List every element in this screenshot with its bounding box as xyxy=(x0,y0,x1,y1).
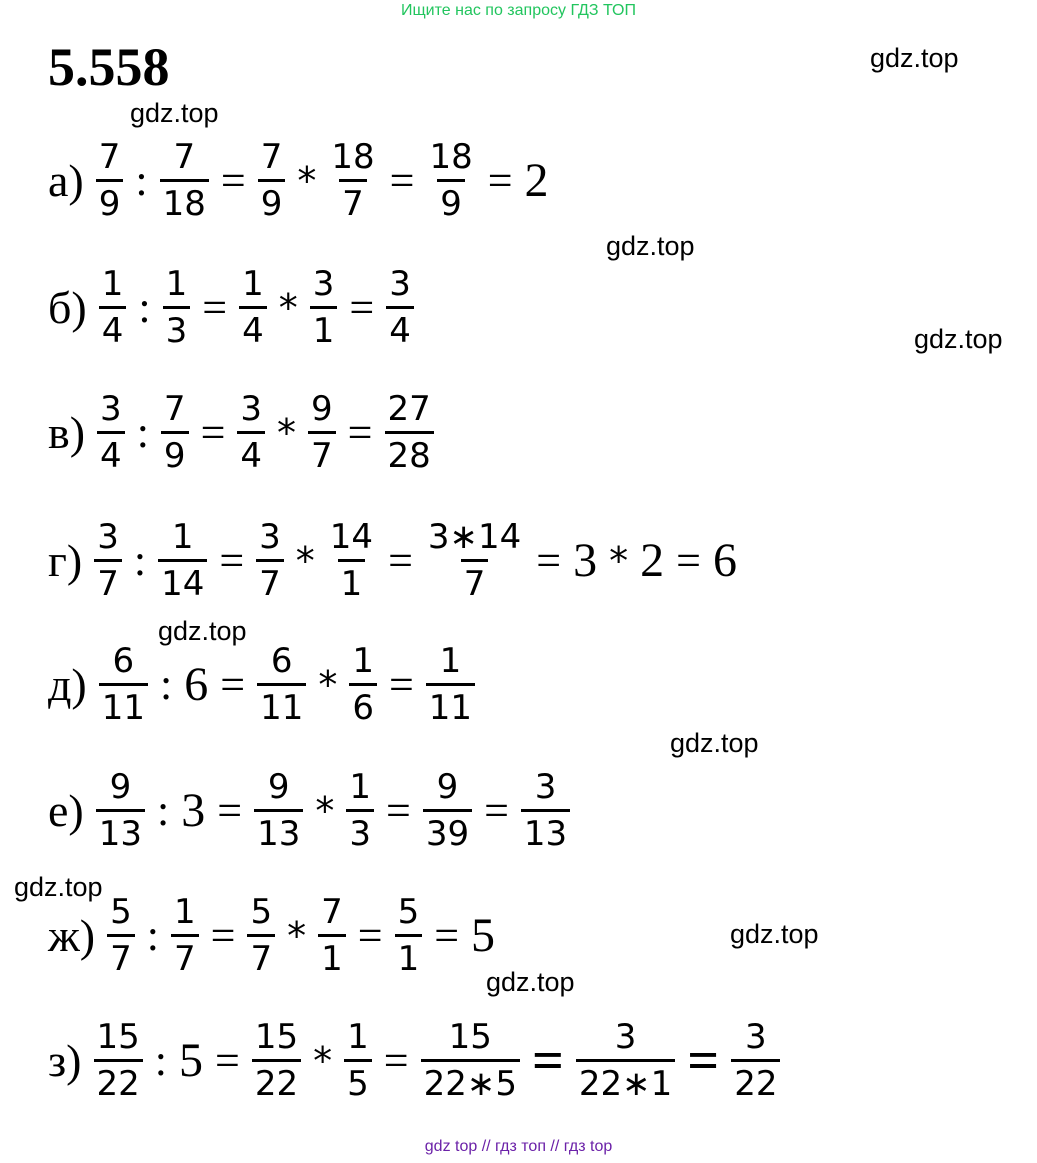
equation-label: ж) xyxy=(48,909,96,961)
equation-g xyxy=(48,518,741,603)
colon-sign: : xyxy=(138,282,151,332)
equation-z xyxy=(48,1018,784,1103)
equation-e xyxy=(48,768,574,853)
fraction: $\frac{15}{22}$ xyxy=(252,1018,301,1103)
equals-sign: = xyxy=(536,535,562,585)
equals-sign: = xyxy=(676,535,701,585)
fraction: $\frac{1}{4}$ xyxy=(99,265,127,350)
equation-label: б) xyxy=(48,281,87,333)
fraction: $\frac{18}{7}$ xyxy=(331,137,375,225)
equals-sign: = xyxy=(357,910,383,960)
fraction: $\frac{1}{6}$ xyxy=(349,642,377,727)
equals-sign: = xyxy=(383,1035,409,1085)
exercise-number: 5.558 xyxy=(48,37,170,97)
equals-sign: = xyxy=(389,155,415,205)
fraction: $\frac{7}{9}$ xyxy=(258,138,286,223)
fraction: $\frac{7}{9}$ xyxy=(161,390,189,475)
equals-sign: = xyxy=(210,910,236,960)
result-value: 2 xyxy=(524,153,549,207)
fraction: $\frac{1}{3}$ xyxy=(346,768,374,853)
multiply-sign: * xyxy=(277,410,297,455)
fraction: $\frac{3}{4}$ xyxy=(97,390,125,475)
fraction: $\frac{9}{13}$ xyxy=(96,768,145,853)
multiply-sign: * xyxy=(313,1038,333,1083)
fraction: $\frac{3}{7}$ xyxy=(256,518,284,603)
equals-sign: = xyxy=(347,407,373,457)
equals-sign: = xyxy=(217,785,243,835)
equals-sign: = xyxy=(215,1035,240,1085)
fraction: $\frac{1}{7}$ xyxy=(171,893,199,978)
equation-label: е) xyxy=(48,784,84,836)
equals-sign: = xyxy=(434,910,460,960)
fraction: $\frac{6}{11}$ xyxy=(99,642,148,727)
equation-label: в) xyxy=(48,406,86,458)
multiply-sign: * xyxy=(278,285,298,330)
equals-sign: = xyxy=(220,659,246,709)
equals-sign: = xyxy=(219,535,245,585)
watermark: gdz.top xyxy=(130,98,219,128)
fraction: $\frac{1}{11}$ xyxy=(426,642,475,727)
multiply-sign: * xyxy=(295,538,315,583)
equals-sign: = xyxy=(349,282,375,332)
multiply-sign: * xyxy=(287,913,307,958)
fraction: $\frac{15}{22}$ xyxy=(94,1018,143,1103)
watermark: gdz.top xyxy=(606,231,695,261)
fraction: $\frac{3}{4}$ xyxy=(386,265,414,350)
watermark: gdz.top xyxy=(914,324,1003,354)
fraction: $\frac{5}{1}$ xyxy=(395,893,423,978)
multiply-sign: * xyxy=(297,158,317,203)
watermark: gdz.top xyxy=(730,919,819,949)
equation-v xyxy=(48,390,438,475)
fraction: $\frac{3∗14}{7}$ xyxy=(427,517,522,605)
equation-label: з) xyxy=(48,1034,82,1086)
multiply-sign: * xyxy=(318,662,338,707)
multiply-sign: * xyxy=(315,788,335,833)
equals-sign: = xyxy=(388,535,413,585)
equation-d xyxy=(48,642,479,727)
fraction: $\frac{15}{22∗5}$ xyxy=(421,1018,520,1103)
fraction: $\frac{14}{1}$ xyxy=(329,517,374,605)
equals-sign: = xyxy=(200,407,226,457)
equals-sign: = xyxy=(531,1029,564,1092)
equation-label: а) xyxy=(48,154,84,206)
fraction: $\frac{3}{22}$ xyxy=(731,1018,780,1103)
colon-sign: : xyxy=(154,1035,167,1085)
colon-sign: : xyxy=(160,659,173,709)
fraction: $\frac{3}{4}$ xyxy=(237,390,265,475)
fraction: $\frac{27}{28}$ xyxy=(385,390,434,475)
equals-sign: = xyxy=(388,659,414,709)
footer-links: gdz top // гдз топ // гдз top xyxy=(424,1138,613,1155)
equation-label: д) xyxy=(48,658,87,710)
divisor-value: 3 xyxy=(181,783,206,837)
fraction: $\frac{3}{1}$ xyxy=(310,265,338,350)
watermark: gdz.top xyxy=(158,616,247,646)
equals-sign: = xyxy=(487,155,513,205)
equals-sign: = xyxy=(202,282,228,332)
fraction: $\frac{7}{18}$ xyxy=(160,138,209,223)
colon-sign: : xyxy=(146,910,159,960)
fraction: $\frac{3}{7}$ xyxy=(94,518,122,603)
fraction: $\frac{18}{9}$ xyxy=(429,137,473,225)
equals-sign: = xyxy=(220,155,246,205)
watermark: gdz.top xyxy=(486,967,575,997)
fraction: $\frac{1}{4}$ xyxy=(239,265,267,350)
fraction: $\frac{5}{7}$ xyxy=(107,893,135,978)
multiply-sign: * xyxy=(609,538,629,583)
fraction: $\frac{7}{9}$ xyxy=(96,138,124,223)
watermark: gdz.top xyxy=(870,43,959,73)
fraction: $\frac{9}{7}$ xyxy=(308,390,336,475)
fraction: $\frac{1}{5}$ xyxy=(344,1018,372,1103)
fraction: $\frac{9}{13}$ xyxy=(254,768,303,853)
fraction: $\frac{7}{1}$ xyxy=(318,893,346,978)
equation-a xyxy=(48,138,553,223)
number-value: 3 xyxy=(573,533,598,587)
search-banner: Ищите нас по запросу ГДЗ ТОП xyxy=(401,2,636,19)
colon-sign: : xyxy=(135,155,148,205)
fraction: $\frac{1}{3}$ xyxy=(163,265,191,350)
equals-sign: = xyxy=(484,785,509,835)
result-value: 6 xyxy=(712,533,737,587)
divisor-value: 6 xyxy=(184,657,209,711)
equation-label: г) xyxy=(48,534,83,586)
equals-sign: = xyxy=(687,1029,720,1092)
fraction: $\frac{3}{13}$ xyxy=(521,768,570,853)
colon-sign: : xyxy=(136,407,149,457)
watermark: gdz.top xyxy=(14,872,103,902)
fraction: $\frac{1}{14}$ xyxy=(158,518,207,603)
divisor-value: 5 xyxy=(179,1033,203,1087)
watermark: gdz.top xyxy=(670,728,759,758)
equation-b xyxy=(48,265,418,350)
equation-zh xyxy=(48,893,499,978)
colon-sign: : xyxy=(157,785,170,835)
fraction: $\frac{3}{22∗1}$ xyxy=(576,1018,675,1103)
fraction: $\frac{9}{39}$ xyxy=(423,768,472,853)
result-value: 5 xyxy=(471,908,496,962)
colon-sign: : xyxy=(133,535,147,585)
number-value: 2 xyxy=(640,533,665,587)
equals-sign: = xyxy=(385,785,411,835)
fraction: $\frac{5}{7}$ xyxy=(247,893,275,978)
fraction: $\frac{6}{11}$ xyxy=(257,642,306,727)
